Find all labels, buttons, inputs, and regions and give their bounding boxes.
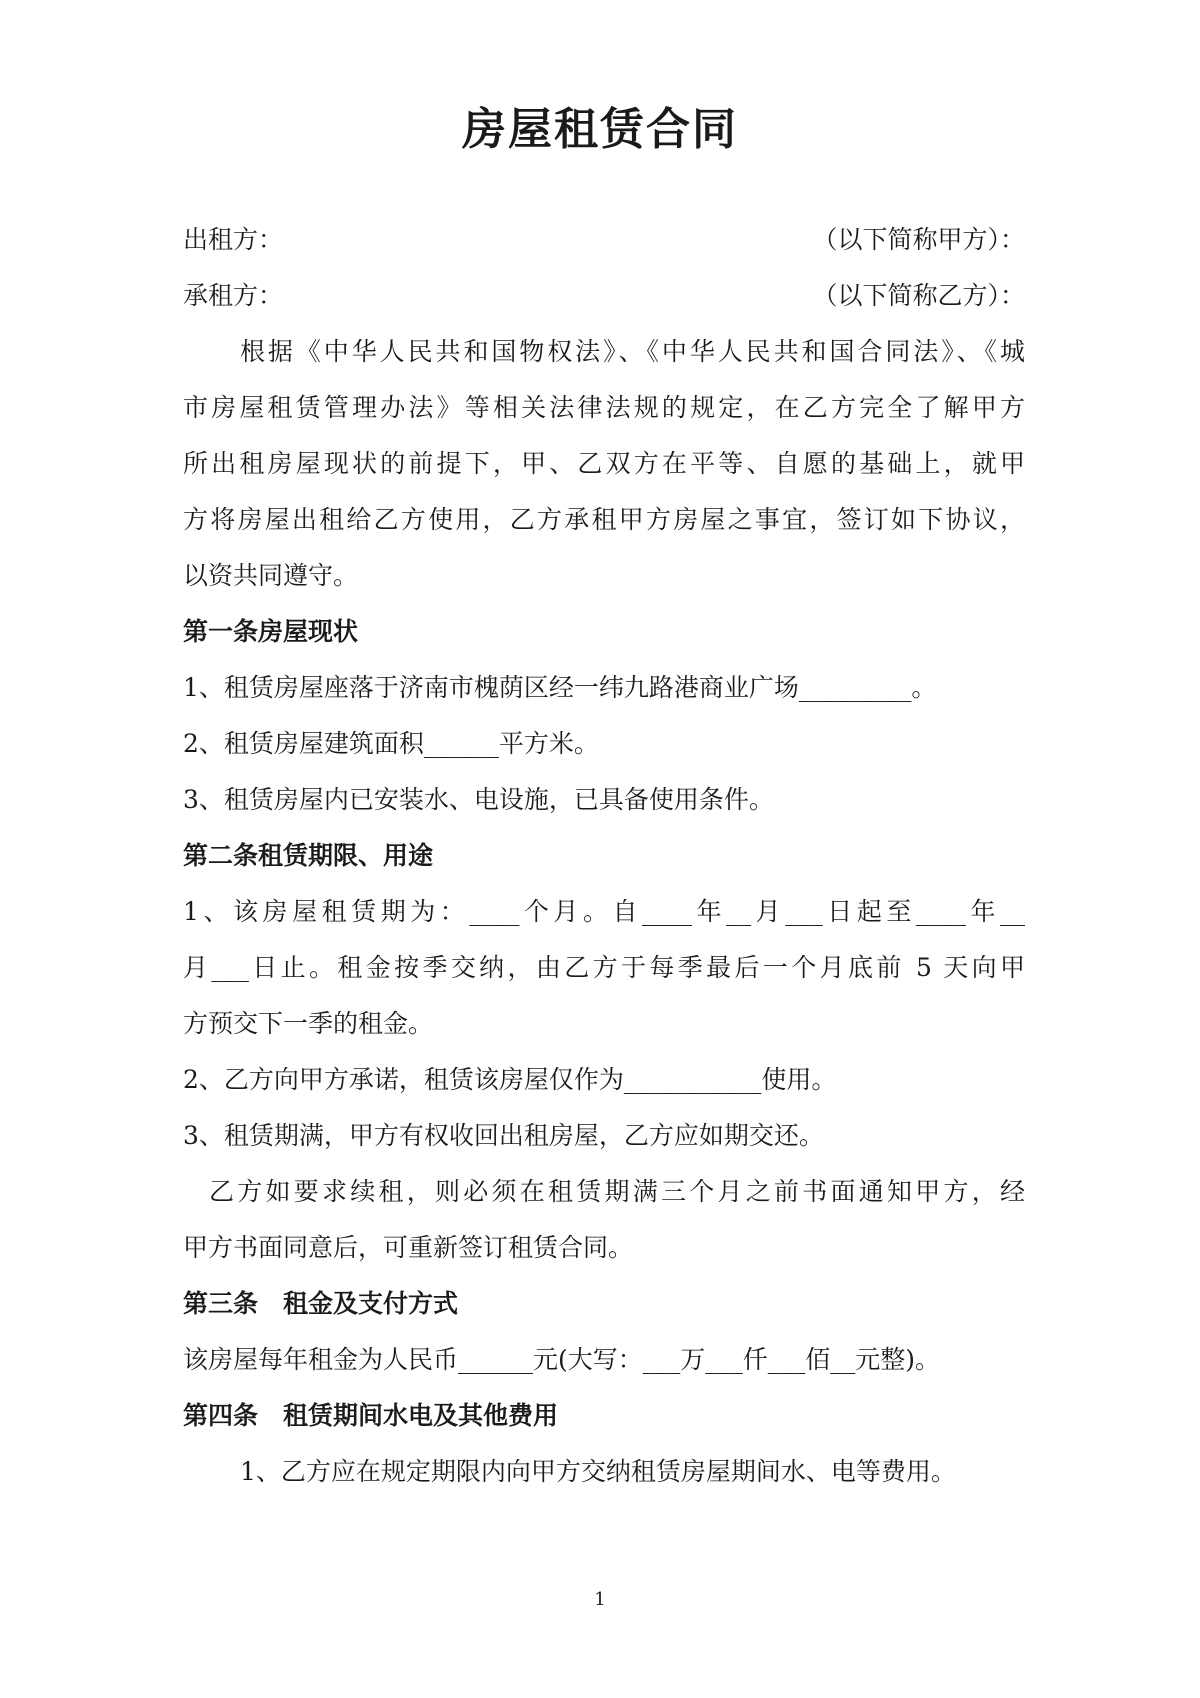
article-2-line: 甲方书面同意后，可重新签订租赁合同。 xyxy=(183,1233,634,1262)
preamble-line: 市房屋租赁管理办法》等相关法律法规的规定，在乙方完全了解甲方 xyxy=(183,393,1025,422)
lessor-line xyxy=(183,220,1025,260)
lessee-label: 承租方： xyxy=(183,281,284,310)
article-1-item: 3、租赁房屋内已安装水、电设施，已具备使用条件。 xyxy=(183,785,774,814)
article-2-heading: 第二条租赁期限、用途 xyxy=(183,841,434,870)
article-2-line: 3、租赁期满，甲方有权收回出租房屋，乙方应如期交还。 xyxy=(183,1121,824,1150)
article-4-heading: 第四条 租赁期间水电及其他费用 xyxy=(183,1401,559,1430)
lessee-suffix: （以下简称乙方）： xyxy=(812,281,1025,310)
article-1-item: 2、租赁房屋建筑面积______平方米。 xyxy=(183,729,599,758)
preamble-line: 根据《中华人民共和国物权法》、《中华人民共和国合同法》、《城 xyxy=(240,337,1025,366)
lessor-suffix: （以下简称甲方）： xyxy=(812,225,1025,254)
article-2-line: 乙方如要求续租，则必须在租赁期满三个月之前书面通知甲方，经 xyxy=(209,1177,1025,1206)
preamble-line: 所出租房屋现状的前提下，甲、乙双方在平等、自愿的基础上，就甲 xyxy=(183,449,1025,478)
article-1-item: 1、租赁房屋座落于济南市槐荫区经一纬九路港商业广场_________。 xyxy=(183,673,937,702)
article-1-heading: 第一条房屋现状 xyxy=(183,617,359,646)
lessee-line xyxy=(183,276,1025,316)
article-4-line: 1、乙方应在规定期限内向甲方交纳租赁房屋期间水、电等费用。 xyxy=(240,1457,956,1486)
article-2-line: 2、乙方向甲方承诺，租赁该房屋仅作为___________使用。 xyxy=(183,1065,837,1094)
lessor-label: 出租方： xyxy=(183,225,284,254)
preamble-line: 方将房屋出租给乙方使用，乙方承租甲方房屋之事宜，签订如下协议， xyxy=(183,505,1025,534)
article-2-line: 方预交下一季的租金。 xyxy=(183,1009,434,1038)
article-3-line: 该房屋每年租金为人民币______元(大写：___万___仟___佰__元整)。 xyxy=(183,1345,941,1374)
article-3-heading: 第三条 租金及支付方式 xyxy=(183,1289,459,1318)
document-title: 房屋租赁合同 xyxy=(462,104,738,155)
page-number: 1 xyxy=(594,1589,606,1610)
article-2-line: 1、该房屋租赁期为：____个月。自____年__月___日起至____年__ xyxy=(183,897,1025,926)
article-2-line: 月___日止。租金按季交纳，由乙方于每季最后一个月底前 5 天向甲 xyxy=(183,953,1025,982)
preamble-line: 以资共同遵守。 xyxy=(183,561,359,590)
